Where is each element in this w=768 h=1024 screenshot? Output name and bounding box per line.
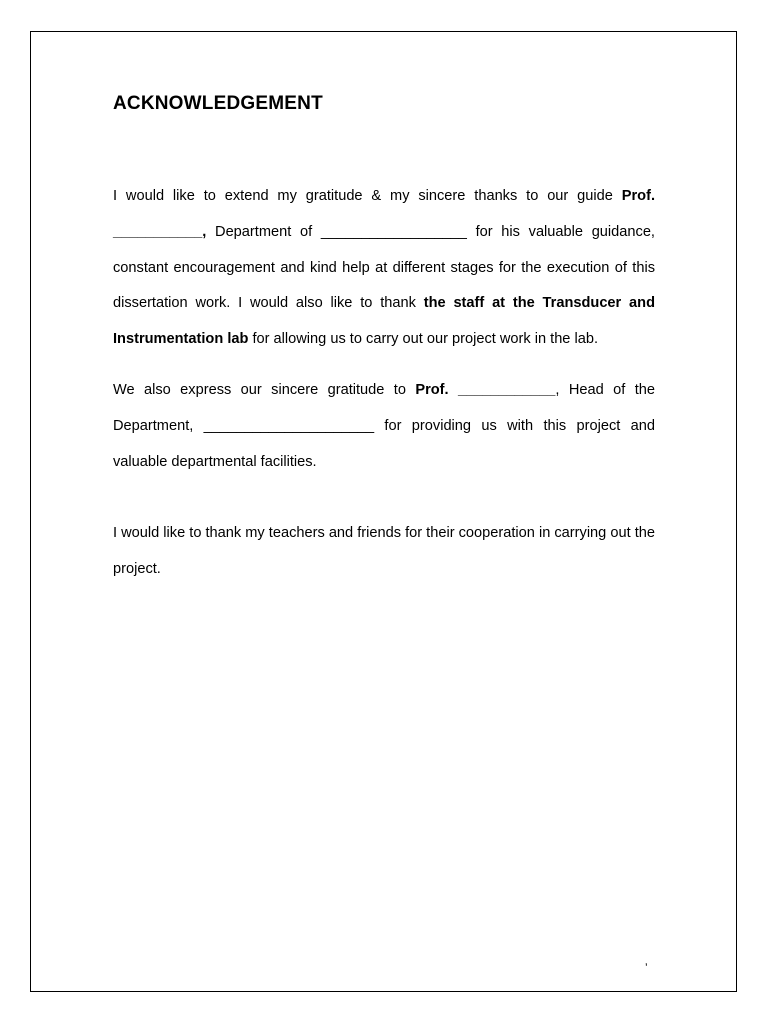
paragraph-guide-thanks [113, 179, 655, 358]
paragraph-hod-thanks [113, 373, 655, 480]
page-title: ACKNOWLEDGEMENT [113, 93, 323, 114]
p1-text-3: for allowing us to carry out our project work in the lab. [248, 331, 599, 348]
p3-text-1: I would like to thank my teachers and friends for their cooperation in carrying out the project. [113, 525, 655, 577]
page-mark: ʼ [645, 961, 648, 975]
p1-guide-name: Prof. ___________, [113, 188, 655, 240]
p1-text-2: Department of __________________ for his valuable guidance, constant encouragement and kind help at different stages for the execution of this dissertation work. I would also like to thank [113, 223, 655, 312]
page-border [30, 31, 737, 992]
p2-hod-name: Prof. ____________ [415, 382, 556, 398]
paragraph-friends-thanks [113, 516, 655, 588]
p1-text-1: I would like to extend my gratitude & my sincere thanks to our guide [113, 188, 622, 204]
p2-text-2: , Head of the Department, _____________________ for providing us with this project and valuable departmental facilities. [113, 382, 655, 470]
p2-text-1: We also express our sincere gratitude to [113, 382, 416, 398]
p1-lab-staff: the staff at the Transducer and Instrumentation lab [113, 295, 655, 348]
